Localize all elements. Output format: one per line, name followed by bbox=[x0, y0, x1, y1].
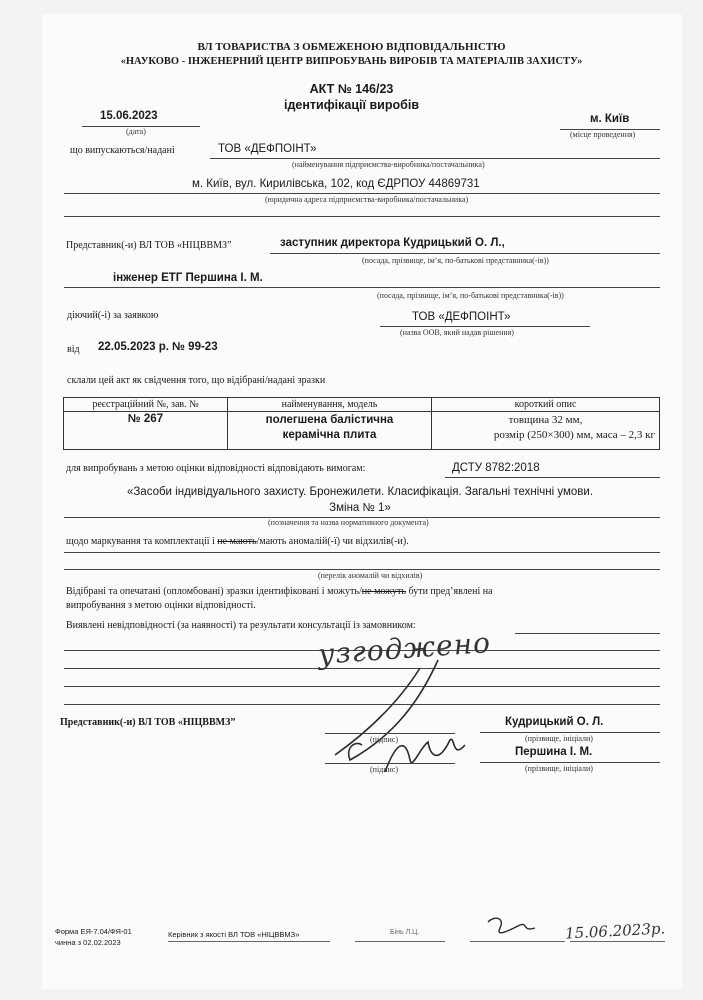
org-line-1: ВЛ ТОВАРИСТВА З ОБМЕЖЕНОЮ ВІДПОВІДАЛЬНІСТЮ bbox=[197, 41, 506, 53]
selected-line1-before: Відібрані та опечатані (опломбовані) зразки ідентифіковані і можуть/ bbox=[66, 586, 362, 597]
requirements-title-2: Зміна № 1» bbox=[329, 502, 391, 514]
act-place: м. Київ bbox=[590, 113, 630, 125]
manufacturer-label: що випускаються/надані bbox=[70, 145, 175, 156]
cell-desc-line2: розмір (250×300) мм, маса – 2,3 кг bbox=[493, 429, 655, 441]
marking-caption: (перелік аномалій чи відхилів) bbox=[318, 571, 423, 580]
requirements-label: для випробувань з метою оцінки відповідності відповідають вимогам: bbox=[66, 463, 366, 474]
application-org-caption: (назва ООВ, який надав рішення) bbox=[400, 328, 514, 337]
application-from-value: 22.05.2023 р. № 99-23 bbox=[98, 341, 218, 353]
nonconformities-label: Виявлені невідповідності (за наявності) та результати консультації із замовником: bbox=[66, 620, 416, 631]
header-name: найменування, модель bbox=[228, 398, 432, 412]
statement-text: склали цей акт як свідчення того, що відібрані/надані зразки bbox=[67, 375, 326, 386]
place-caption: (місце проведення) bbox=[570, 130, 636, 139]
requirements-standard: ДСТУ 8782:2018 bbox=[452, 462, 540, 474]
signatory-name-1: Кудрицький О. Л. bbox=[505, 716, 604, 728]
selected-line1-struck: не можуть bbox=[361, 586, 406, 597]
signature-1-caption: (підпис) bbox=[370, 735, 399, 744]
manufacturer-address: м. Київ, вул. Кирилівська, 102, код ЄДРПОУ 44869731 bbox=[192, 178, 480, 190]
act-date: 15.06.2023 bbox=[100, 110, 158, 122]
application-label: діючий(-і) за заявкою bbox=[67, 310, 159, 321]
form-valid-from: чинна з 02.02.2023 bbox=[55, 938, 121, 947]
representative-2-caption: (посада, прізвище, ім’я, по-батькові представника(-ів)) bbox=[377, 291, 564, 300]
cell-desc-line1: товщина 32 мм, bbox=[508, 414, 583, 426]
quality-head-name: Бінь Л.Ц. bbox=[390, 929, 420, 936]
cell-reg-no: № 267 bbox=[64, 412, 228, 450]
header-description: короткий опис bbox=[432, 398, 660, 412]
representative-1-caption: (посада, прізвище, ім’я, по-батькові представника(-ів)) bbox=[362, 256, 549, 265]
header-reg-no: реєстраційний №, зав. № bbox=[64, 398, 228, 412]
marking-text-before: щодо маркування та комплектації і bbox=[66, 536, 215, 547]
marking-text-after: /мають аномалій(-ї) чи відхилів(-и). bbox=[256, 536, 409, 547]
act-subtitle: ідентифікації виробів bbox=[284, 98, 419, 112]
signatory-name-2: Першина І. М. bbox=[515, 746, 593, 758]
cell-name-line2: керамічна плита bbox=[282, 429, 377, 441]
cell-name-line1: полегшена балістична bbox=[265, 414, 394, 426]
manufacturer-name: ТОВ «ДЕФПОІНТ» bbox=[218, 143, 317, 155]
requirements-caption: (позначення та назва нормативного документа) bbox=[268, 518, 429, 527]
handwritten-note: узгоджено bbox=[317, 626, 492, 671]
marking-struck: не мають bbox=[217, 536, 257, 547]
manufacturer-name-caption: (найменування підприємства-виробника/постачальника) bbox=[292, 160, 485, 169]
signatory-name-1-caption: (прізвище, ініціали) bbox=[525, 734, 593, 743]
quality-head-label: Керівник з якості ВЛ ТОВ «НІЦВВМЗ» bbox=[168, 930, 300, 939]
org-line-2: «НАУКОВО - ІНЖЕНЕРНИЙ ЦЕНТР ВИПРОБУВАНЬ ВИРОБІВ ТА МАТЕРІАЛІВ ЗАХИСТУ» bbox=[120, 56, 583, 67]
representative-1: заступник директора Кудрицький О. Л., bbox=[280, 237, 505, 249]
representative-2: інженер ЕТГ Першина І. М. bbox=[113, 272, 263, 284]
selected-line1-after: бути пред’явлені на bbox=[406, 586, 493, 597]
date-caption: (дата) bbox=[126, 127, 146, 136]
handwritten-date: 15.06.2023р. bbox=[564, 919, 666, 943]
act-title: АКТ № 146/23 bbox=[309, 82, 394, 96]
representatives-label: Представник(-и) ВЛ ТОВ «НІЦВВМЗ” bbox=[66, 240, 232, 251]
signatory-name-2-caption: (прізвище, ініціали) bbox=[525, 764, 593, 773]
signature-2-caption: (підпис) bbox=[370, 765, 399, 774]
form-number: Форма ЕЯ-7.04/ФЯ-01 bbox=[55, 927, 132, 936]
requirements-title-1: «Засоби індивідуального захисту. Бронежилети. Класифікація. Загальні технічні умови. bbox=[126, 486, 594, 498]
application-org: ТОВ «ДЕФПОІНТ» bbox=[412, 311, 511, 323]
application-from-label: від bbox=[67, 344, 80, 355]
manufacturer-address-caption: (юридична адреса підприємства-виробника/постачальника) bbox=[265, 195, 469, 204]
signatures-label: Представник(-и) ВЛ ТОВ «НІЦВВМЗ” bbox=[60, 717, 236, 728]
selected-line-2: випробування з метою оцінки відповідності. bbox=[66, 600, 256, 611]
